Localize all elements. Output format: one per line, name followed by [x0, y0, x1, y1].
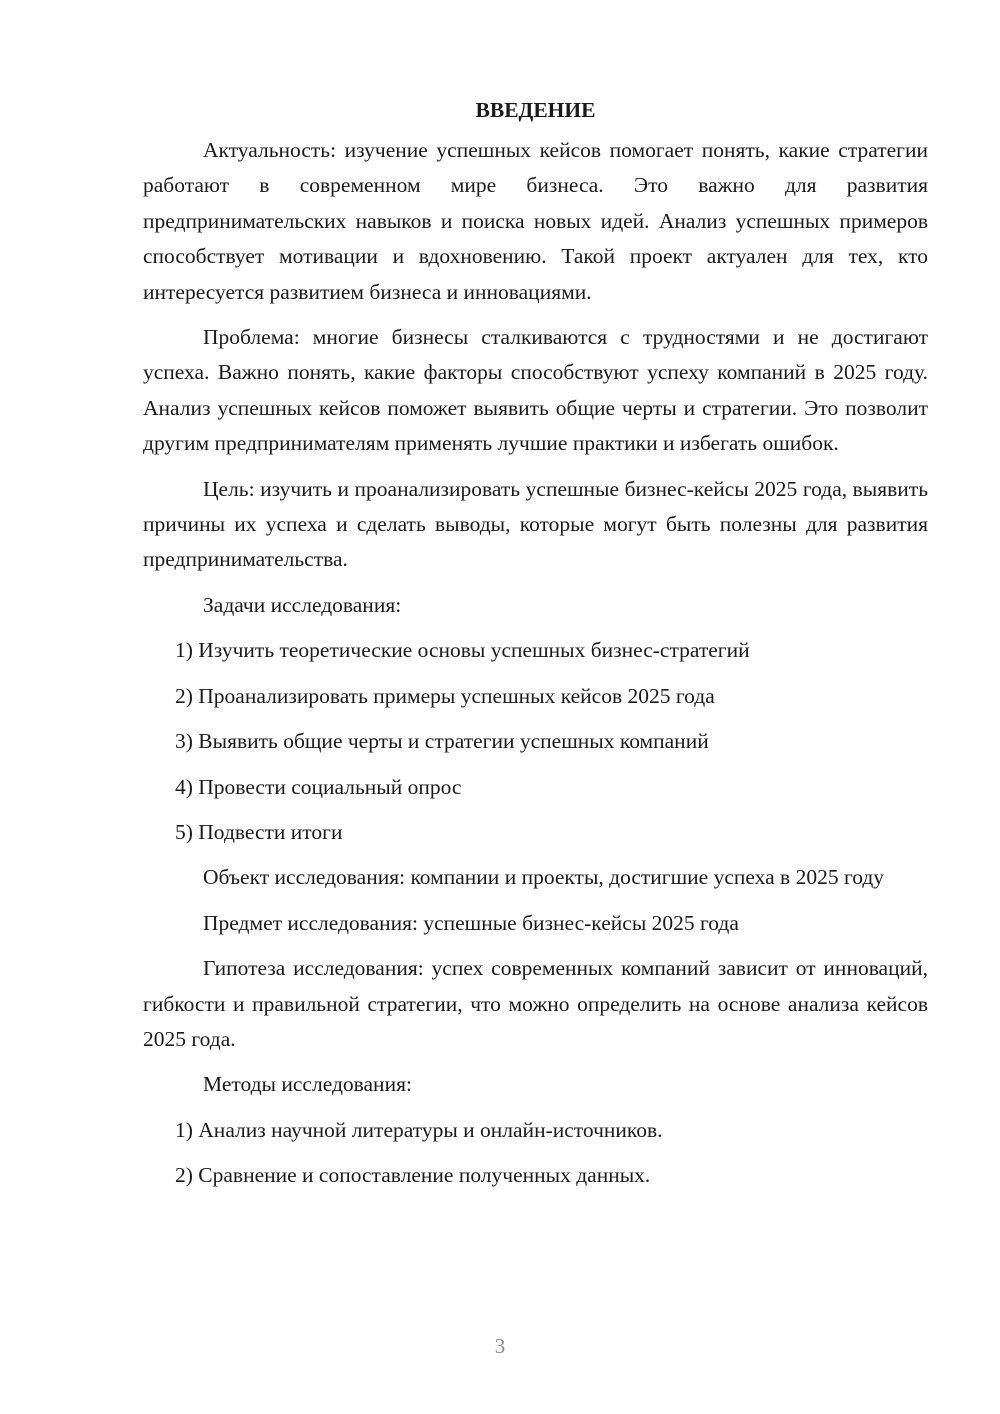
methods-heading: Методы исследования: [203, 1072, 412, 1097]
goal-paragraph: Цель: изучить и проанализировать успешные бизнес-кейсы 2025 года, выявить причины их успеха и сделать выводы, которые могут быть полезны для развития предпринимательства. [143, 476, 928, 572]
task-item: 3) Выявить общие черты и стратегии успешных компаний [175, 729, 709, 754]
section-title: ВВЕДЕНИЕ [475, 98, 596, 122]
task-item: 1) Изучить теоретические основы успешных бизнес-стратегий [175, 638, 750, 663]
subject-paragraph: Предмет исследования: успешные бизнес-кейсы 2025 года [203, 910, 739, 935]
task-item: 5) Подвести итоги [175, 819, 343, 844]
method-item: 1) Анализ научной литературы и онлайн-источников. [175, 1117, 663, 1142]
object-paragraph: Объект исследования: компании и проекты, достигшие успеха в 2025 году [203, 865, 885, 890]
document-page [143, 92, 928, 1204]
problem-paragraph: Проблема: многие бизнесы сталкиваются с трудностями и не достигают успеха. Важно понять, какие факторы способствуют успеху компаний в 2025 году. Анализ успешных кейсов поможет выявить общие черты и стратегии. Это позволит другим предпринимателям применять лучшие практики и избегать ошибок. [143, 325, 928, 456]
methods-list [143, 1113, 928, 1194]
relevance-paragraph: Актуальность: изучение успешных кейсов помогает понять, какие стратегии работают в современном мире бизнеса. Это важно для развития предпринимательских навыков и поиска новых идей. Анализ успешных примеров способствует мотивации и вдохновению. Такой проект актуален для тех, кто интересуется развитием бизнеса и инновациями. [143, 138, 928, 304]
tasks-heading: Задачи исследования: [203, 592, 402, 617]
method-item: 2) Сравнение и сопоставление полученных данных. [175, 1163, 651, 1188]
page-number: 3 [494, 1334, 506, 1358]
hypothesis-paragraph: Гипотеза исследования: успех современных компаний зависит от инноваций, гибкости и правильной стратегии, что можно определить на основе анализа кейсов 2025 года. [143, 956, 928, 1051]
tasks-list [143, 633, 928, 850]
task-item: 4) Провести социальный опрос [175, 774, 462, 799]
task-item: 2) Проанализировать примеры успешных кейсов 2025 года [175, 683, 715, 708]
